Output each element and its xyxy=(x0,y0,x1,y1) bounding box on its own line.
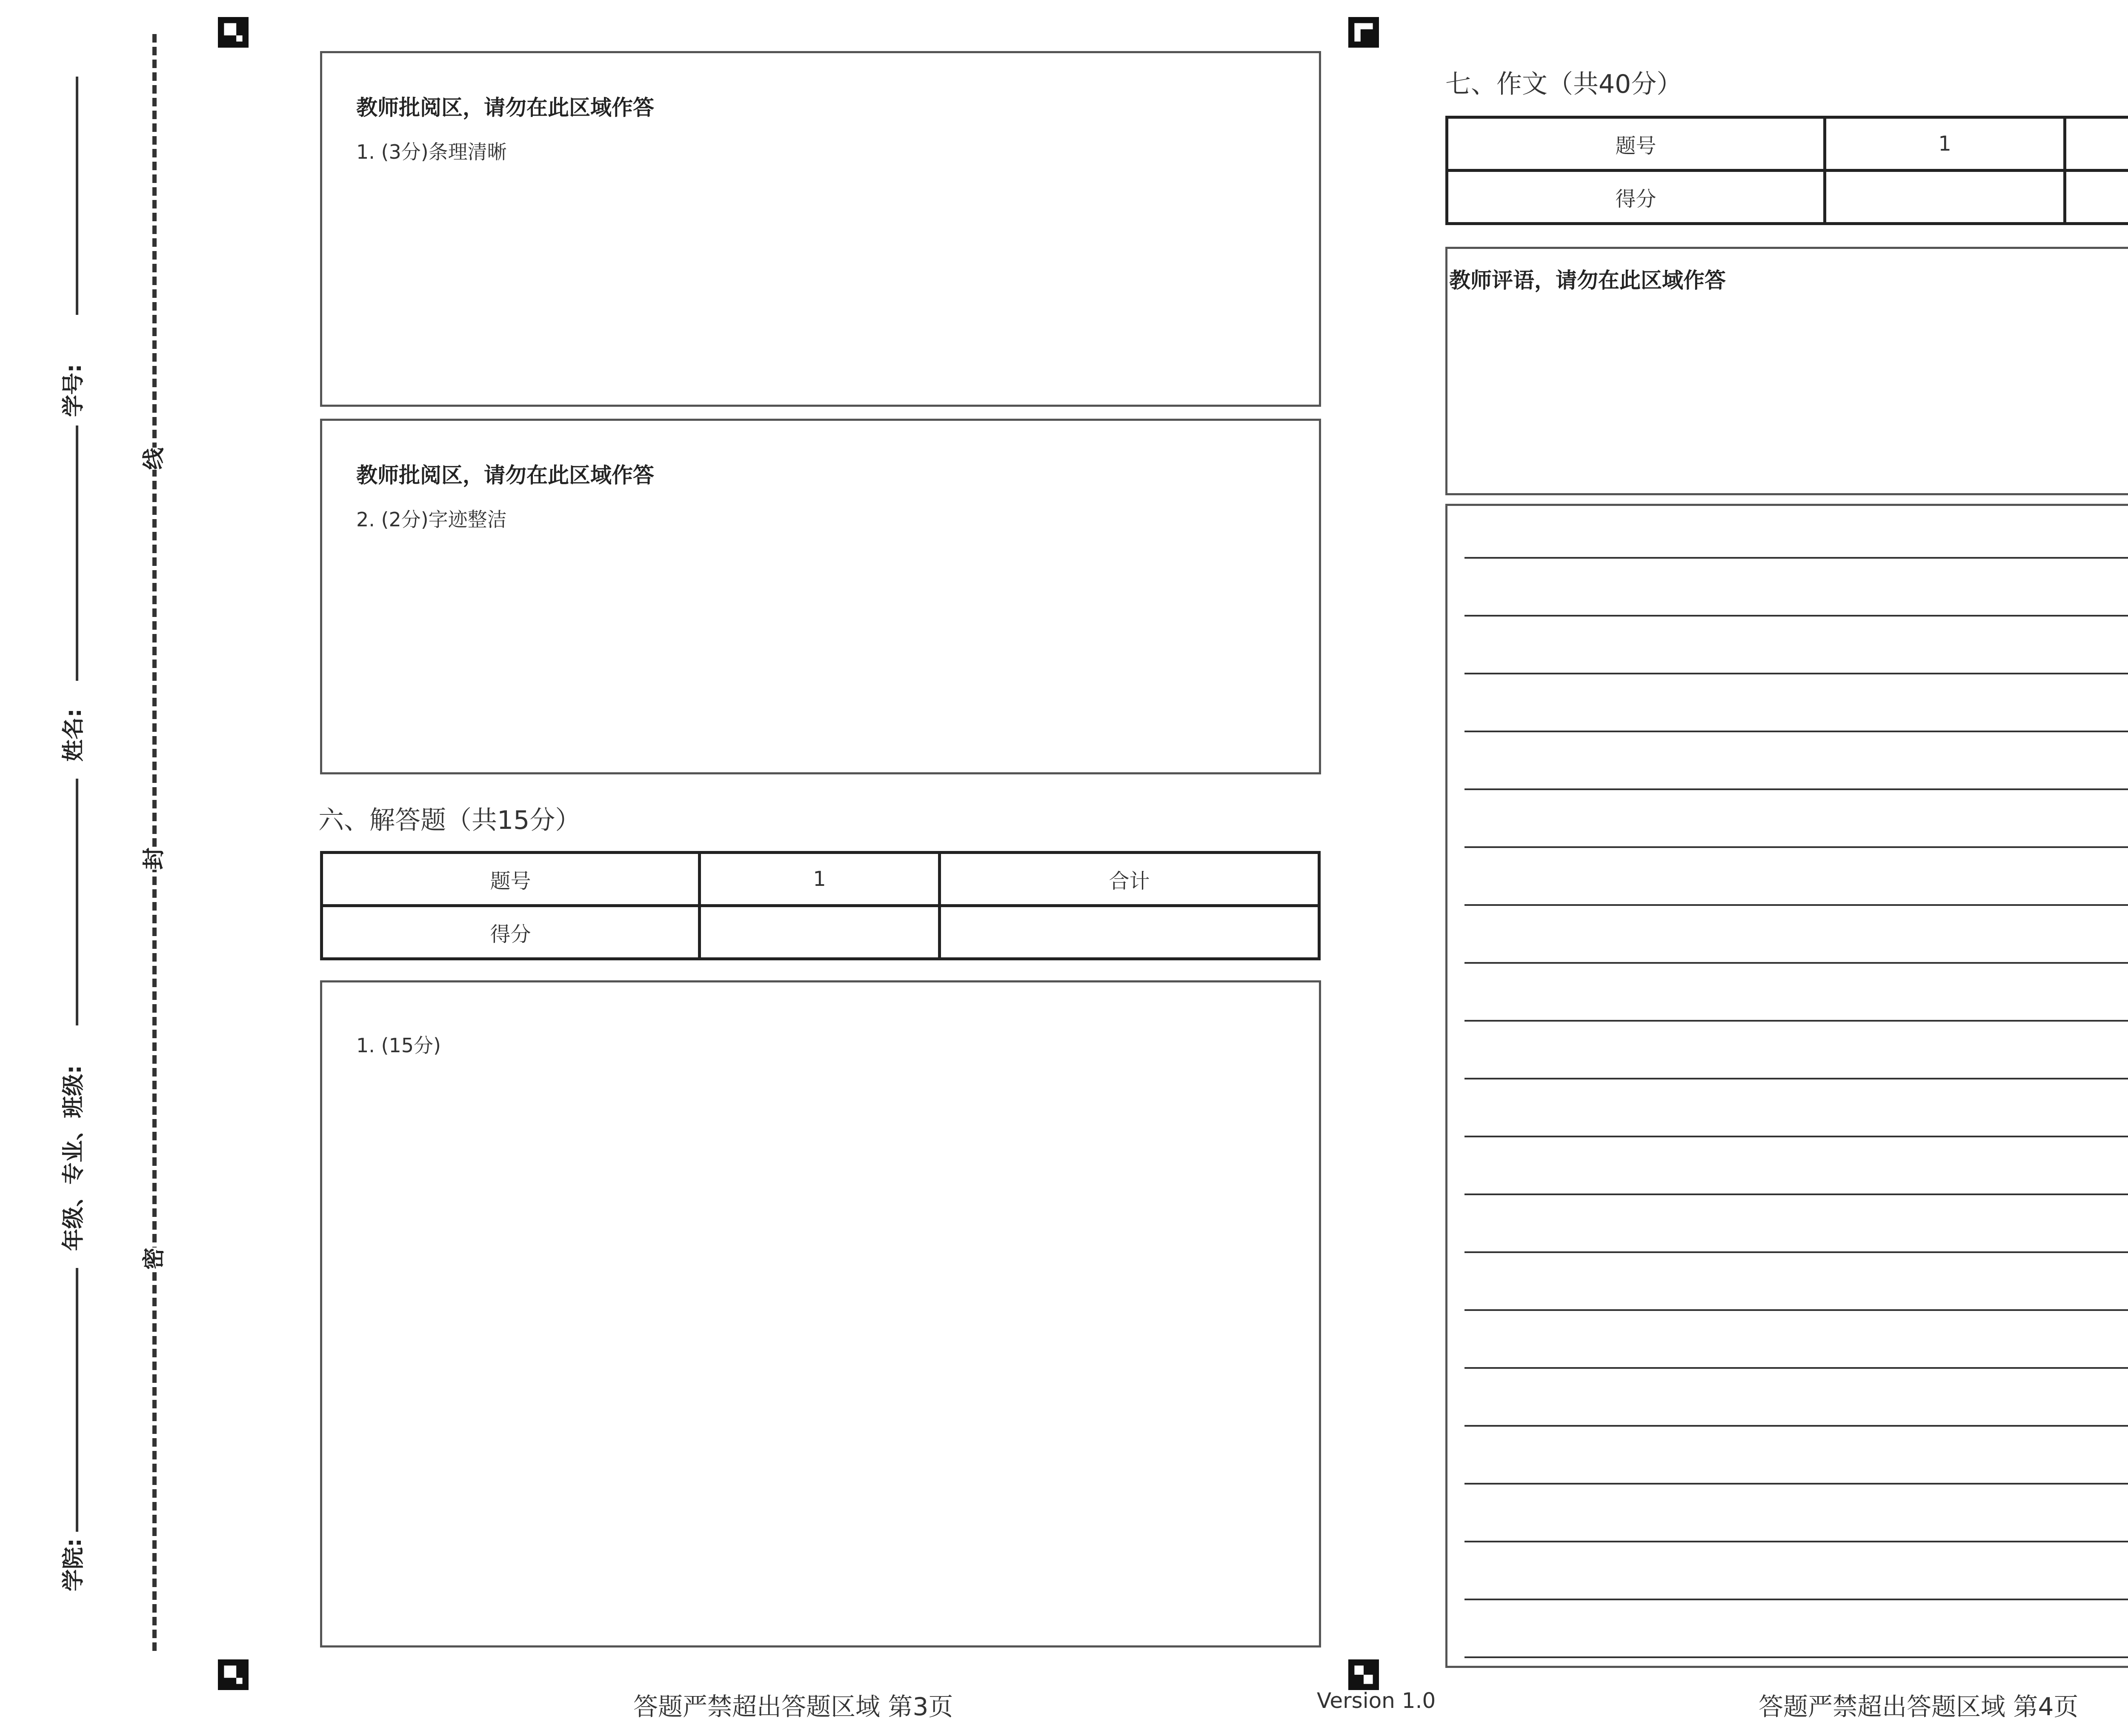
teacher-comment-box xyxy=(1445,247,2128,495)
name-underline xyxy=(76,425,78,681)
college-label: 学院: xyxy=(61,1538,86,1591)
essay-ruled-line xyxy=(1464,1020,2128,1022)
page-4-footer: 答题严禁超出答题区域 第4页 xyxy=(1759,1692,2079,1721)
college-underline xyxy=(76,1268,78,1532)
score-table-row-label: 得分 xyxy=(1447,171,1825,224)
essay-ruled-line xyxy=(1464,904,2128,906)
name-label: 姓名: xyxy=(61,708,86,762)
essay-ruled-line xyxy=(1464,1078,2128,1079)
seal-char-seal: 封 xyxy=(138,848,170,870)
score-table-header-cell: 题号 xyxy=(1447,117,1825,171)
answer-area-section-6[interactable] xyxy=(320,980,1321,1647)
essay-ruled-line xyxy=(1464,1541,2128,1542)
teacher-review-box-1 xyxy=(320,51,1321,407)
score-table-header-cell: 题号 xyxy=(322,853,700,906)
essay-ruled-line xyxy=(1464,1483,2128,1485)
score-cell[interactable] xyxy=(1825,171,2065,224)
section-6-score-table xyxy=(320,851,1321,960)
review-box-title: 教师批阅区，请勿在此区域作答 xyxy=(356,463,654,488)
seal-char-secret: 密 xyxy=(138,1248,170,1270)
student-id-label: 学号: xyxy=(61,364,86,417)
score-table-row-label: 得分 xyxy=(322,906,700,959)
version-label: Version 1.0 xyxy=(1317,1688,1436,1713)
score-table-header-cell: 1 xyxy=(700,853,940,906)
total-score-cell[interactable] xyxy=(940,906,1319,959)
essay-ruled-line xyxy=(1464,1194,2128,1195)
score-table-header-cell: 1 xyxy=(1825,117,2065,171)
essay-ruled-line xyxy=(1464,1136,2128,1137)
section-7-title: 七、作文（共40分） xyxy=(1445,69,1682,99)
corner-marker-icon xyxy=(1348,1659,1379,1690)
score-table-header-cell: 合计 xyxy=(940,853,1319,906)
corner-marker-icon xyxy=(218,1659,249,1690)
essay-ruled-line xyxy=(1464,962,2128,964)
teacher-review-box-2 xyxy=(320,419,1321,774)
answer-item-label: 1. (15分) xyxy=(356,1034,441,1057)
review-box-title: 教师批阅区，请勿在此区域作答 xyxy=(356,95,654,120)
essay-ruled-line xyxy=(1464,731,2128,732)
review-item: 2. (2分)字迹整洁 xyxy=(356,508,507,531)
essay-ruled-line xyxy=(1464,1656,2128,1658)
essay-ruled-line xyxy=(1464,846,2128,848)
grade-major-class-label: 年级、专业、班级: xyxy=(61,1065,86,1251)
essay-ruled-line xyxy=(1464,1251,2128,1253)
essay-ruled-line xyxy=(1464,1425,2128,1427)
review-item: 1. (3分)条理清晰 xyxy=(356,140,507,163)
grade-major-class-underline xyxy=(76,779,78,1025)
seal-char-line: 线 xyxy=(138,448,170,470)
essay-ruled-line xyxy=(1464,557,2128,559)
essay-writing-area[interactable] xyxy=(1445,504,2128,1668)
essay-ruled-line xyxy=(1464,615,2128,617)
student-id-underline xyxy=(76,77,78,315)
score-cell[interactable] xyxy=(700,906,940,959)
section-7-score-table xyxy=(1445,116,2128,225)
essay-ruled-line xyxy=(1464,788,2128,790)
essay-ruled-line xyxy=(1464,1367,2128,1369)
essay-ruled-line xyxy=(1464,1599,2128,1600)
score-table-header-cell xyxy=(2065,117,2128,171)
section-6-title: 六、解答题（共15分） xyxy=(318,805,581,835)
essay-ruled-line xyxy=(1464,1309,2128,1311)
corner-marker-icon xyxy=(1348,17,1379,48)
comment-box-title: 教师评语，请勿在此区域作答 xyxy=(1449,268,1726,293)
page-3-footer: 答题严禁超出答题区域 第3页 xyxy=(633,1692,953,1721)
total-score-cell[interactable] xyxy=(2065,171,2128,224)
seal-dashed-line xyxy=(152,34,157,1651)
corner-marker-icon xyxy=(218,17,249,48)
essay-ruled-line xyxy=(1464,673,2128,674)
